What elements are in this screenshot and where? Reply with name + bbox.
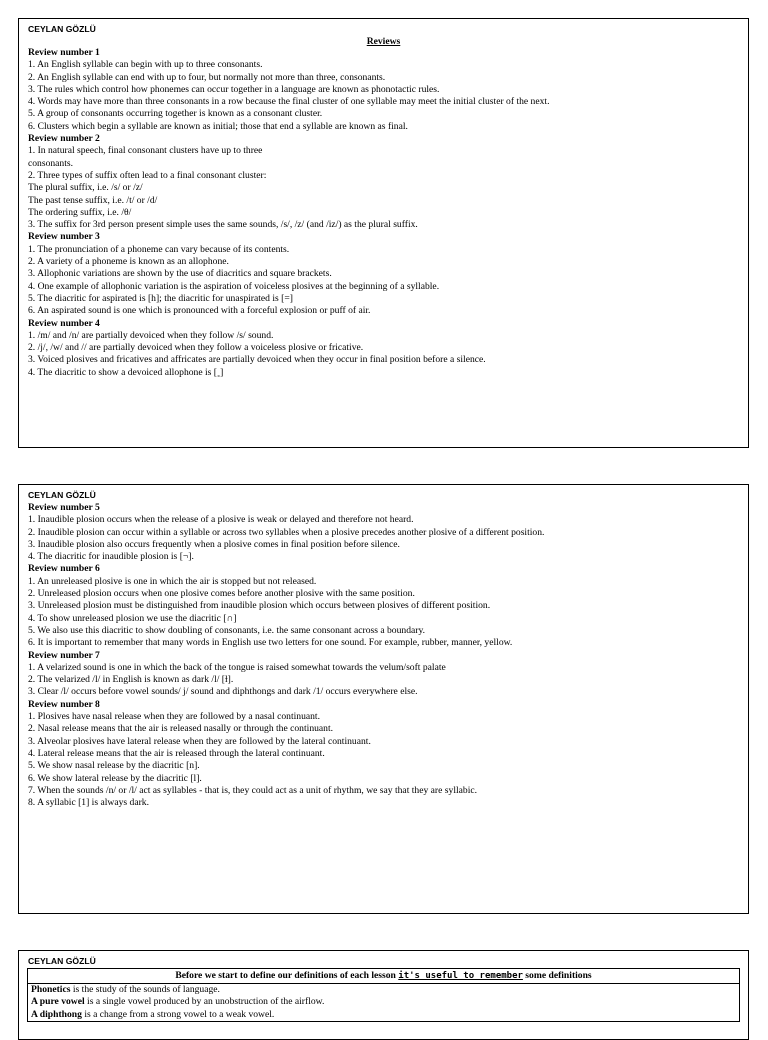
review-item: 2. A variety of a phoneme is known as an allophone. (28, 256, 229, 268)
review-item: 5. The diacritic for aspirated is [h]; the diacritic for unaspirated is [=] (28, 292, 293, 304)
review-item: 1. An English syllable can begin with up to three consonants. (28, 59, 263, 71)
review-item: 8. A syllabic [1] is always dark. (28, 797, 149, 809)
review-item: 5. We also use this diacritic to show doubling of consonants, i.e. the same consonant across a boundary. (28, 624, 426, 636)
review-item: 2. An English syllable can end with up to four, but normally not more than three, consonants. (28, 71, 386, 83)
review-item: 3. Unreleased plosion must be distinguished from inaudible plosion which occurs between plosives of different position. (28, 600, 491, 612)
review-item: 2. The velarized /l/ in English is known as dark /l/ [ɫ]. (28, 674, 234, 686)
review-item: 4. Lateral release means that the air is released through the lateral continuant. (28, 747, 325, 759)
review-item: 2. Nasal release means that the air is released nasally or through the continuant. (28, 723, 334, 735)
review-item: 1. /m/ and /n/ are partially devoiced when they follow /s/ sound. (28, 329, 274, 341)
section-heading: Review number 5 (28, 502, 100, 513)
section-heading: Review number 8 (28, 698, 100, 710)
definition-text: is a change from a strong vowel to a weak vowel. (81, 1008, 275, 1020)
author-name: CEYLAN GÖZLÜ (28, 956, 96, 966)
section-heading: Review number 6 (28, 563, 100, 575)
page-3-content (19, 951, 748, 1022)
review-item: 6. Clusters which begin a syllable are known as initial; those that end a syllable are known as final. (28, 120, 408, 132)
review-item: 6. It is important to remember that many words in English use two letters for one sound. For example, rubber, manner, yellow. (28, 637, 513, 649)
page-1-content (19, 19, 748, 379)
section-heading: Review number 3 (28, 231, 100, 243)
author-name: CEYLAN GÖZLÜ (28, 24, 96, 34)
document-page-1 (18, 18, 749, 448)
page-2-content (19, 485, 748, 809)
definition-text: is a single vowel produced by an unobstruction of the airflow. (84, 996, 325, 1008)
review-item: 1. Plosives have nasal release when they are followed by a nasal continuant. (28, 711, 320, 723)
definition-term: Phonetics (31, 984, 71, 995)
section-heading: Review number 7 (28, 649, 100, 661)
definitions-table (27, 968, 740, 1022)
review-item: 2. /j/, /w/ and // are partially devoiced when they follow a voiceless plosive or fricative. (28, 342, 364, 354)
header-emphasis: it's useful to remember (398, 971, 523, 981)
review-item: 3. Clear /l/ occurs before vowel sounds/ j/ sound and diphthongs and dark /1/ occurs everywhere else. (28, 686, 418, 698)
review-item: 6. We show lateral release by the diacritic [l]. (28, 772, 202, 784)
header-text-before: Before we start to define our definitions of each lesson (175, 970, 399, 981)
review-item: 4. The diacritic for inaudible plosion is [¬]. (28, 551, 194, 563)
review-item: 3. Allophonic variations are shown by the use of diacritics and square brackets. (28, 268, 332, 280)
review-item: 2. Unreleased plosion occurs when one plosive comes before another plosive with the same position. (28, 588, 415, 600)
review-item: 2. Three types of suffix often lead to a final consonant cluster: (28, 169, 267, 181)
review-item: 4. One example of allophonic variation is the aspiration of voiceless plosives at the beginning of a syllable. (28, 280, 440, 292)
review-item: 3. The rules which control how phonemes can occur together in a language are known as phonotactic rules. (28, 83, 440, 95)
review-item: The ordering suffix, i.e. /θ/ (28, 206, 132, 218)
definition-row (28, 984, 739, 996)
definition-row (28, 1009, 739, 1021)
review-item: 1. An unreleased plosive is one in which the air is stopped but not released. (28, 575, 317, 587)
review-sections (28, 47, 739, 379)
review-item: 1. In natural speech, final consonant clusters have up to three (28, 145, 263, 157)
review-item: 5. A group of consonants occurring together is known as a consonant cluster. (28, 108, 323, 120)
review-item: 3. Inaudible plosion also occurs frequently when a plosive comes in final position before silence. (28, 538, 400, 550)
review-item: 1. Inaudible plosion occurs when the release of a plosive is weak or delayed and therefore not heard. (28, 514, 414, 526)
author-name: CEYLAN GÖZLÜ (28, 490, 96, 500)
review-item: 5. We show nasal release by the diacritic [n]. (28, 760, 200, 772)
review-item: consonants. (28, 157, 74, 169)
review-item: The plural suffix, i.e. /s/ or /z/ (28, 182, 143, 194)
definition-row (28, 996, 739, 1008)
section-heading: Review number 4 (28, 317, 100, 329)
review-item: 3. The suffix for 3rd person present simple uses the same sounds, /s/, /z/ (and /iz/) as the plural suffix. (28, 219, 418, 231)
section-heading: Review number 1 (28, 47, 100, 58)
review-item: 7. When the sounds /n/ or /l/ act as syllables - that is, they could act as a unit of rhythm, we say that they are syllabic. (28, 784, 478, 796)
review-item: 4. To show unreleased plosion we use the diacritic [∩] (28, 612, 237, 624)
header-text-after: some definitions (522, 970, 592, 981)
review-sections (28, 502, 739, 809)
review-item: The past tense suffix, i.e. /t/ or /d/ (28, 194, 158, 206)
document-page-2 (18, 484, 749, 914)
review-item: 1. The pronunciation of a phoneme can vary because of its contents. (28, 243, 290, 255)
review-item: 4. The diacritic to show a devoiced allophone is [˳] (28, 366, 224, 378)
review-item: 6. An aspirated sound is one which is pronounced with a forceful explosion or puff of air. (28, 305, 371, 317)
review-item: 1. A velarized sound is one in which the back of the tongue is raised somewhat towards the velum/soft palate (28, 661, 446, 673)
review-item: 3. Voiced plosives and fricatives and affricates are partially devoiced when they occur in final position before a silence. (28, 354, 486, 366)
page-title: Reviews (366, 36, 401, 47)
review-item: 2. Inaudible plosion can occur within a syllable or across two syllables when a plosive precedes another plosive of a different position. (28, 526, 545, 538)
definitions-header (28, 969, 739, 984)
review-item: 3. Alveolar plosives have lateral release when they are followed by the lateral continuant. (28, 735, 371, 747)
review-item: 4. Words may have more than three consonants in a row because the final cluster of one syllable may meet the initial cluster of the next. (28, 96, 550, 108)
definition-text: is the study of the sounds of language. (70, 984, 220, 995)
section-heading: Review number 2 (28, 133, 100, 145)
definition-term: A pure vowel (31, 996, 85, 1008)
document-page-3 (18, 950, 749, 1040)
definitions-list (28, 984, 739, 1021)
definition-term: A diphthong (31, 1008, 82, 1020)
